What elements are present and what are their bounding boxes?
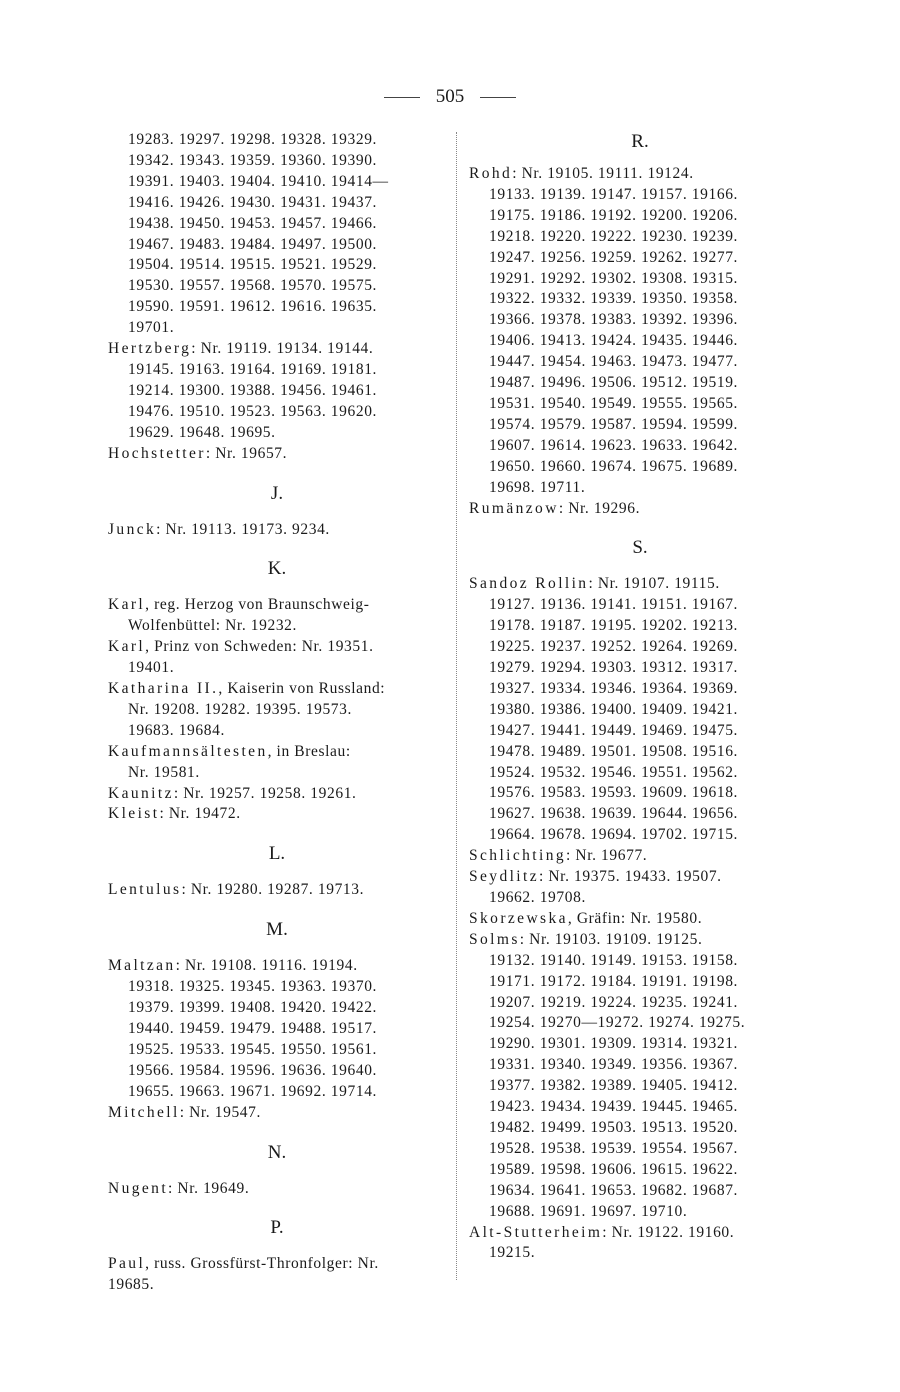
number-line: 19427. 19441. 19449. 19469. 19475. — [489, 721, 739, 739]
entry-rumaenzow — [469, 499, 811, 520]
entry-continuation: 19662. 19708. — [489, 889, 586, 906]
number-line: 19379. 19399. 19408. 19420. 19422. — [128, 999, 378, 1017]
number-line: 19178. 19187. 19195. 19202. 19213. — [489, 617, 739, 635]
entry-text: : Nr. 19472. — [159, 805, 241, 823]
number-line: 19132. 19140. 19149. 19153. 19158. — [489, 951, 739, 969]
entry-name: Karl — [108, 638, 146, 656]
entry-name: Alt-Stutterheim — [469, 1223, 603, 1241]
entry-continuation: Wolfenbüttel: Nr. 19232. — [128, 617, 297, 635]
entry-text: : Nr. 19257. 19258. 19261. — [173, 784, 357, 802]
number-line: 19476. 19510. 19523. 19563. 19620. — [128, 402, 378, 420]
entry-lentulus — [108, 880, 446, 901]
entry-text: : Nr. 19649. — [168, 1179, 250, 1197]
entry-name: Seydlitz — [469, 868, 539, 886]
entry-text: : Nr. 19677. — [566, 847, 648, 865]
number-line: 19467. 19483. 19484. 19497. 19500. — [128, 235, 378, 253]
entry-karl-braunschweig — [108, 595, 446, 637]
number-line: 19366. 19378. 19383. 19392. 19396. — [489, 311, 739, 329]
entry-junck — [108, 520, 446, 541]
entry-schlichting — [469, 846, 811, 867]
entry-text: : Nr. 19296. — [558, 499, 641, 517]
number-line: 19391. 19403. 19404. 19410. 19414— — [128, 172, 389, 190]
entry-name: Sandoz Rollin — [469, 575, 589, 593]
number-line: 19664. 19678. 19694. 19702. 19715. — [489, 826, 739, 844]
entry-text: : Nr. 19113. 19173. 9234. — [156, 520, 330, 538]
number-line: 19380. 19386. 19400. 19409. 19421. — [489, 700, 739, 718]
number-line: 19701. — [128, 319, 175, 337]
entry-text: : Nr. 19280. 19287. 19713. — [181, 881, 365, 899]
entry-kaufmannsaeltesten — [108, 742, 446, 784]
entry-name: Hochstetter — [108, 444, 206, 462]
entry-name: Rumänzow — [469, 499, 559, 517]
number-line: 19629. 19648. 19695. — [128, 423, 276, 441]
number-line: 19145. 19163. 19164. 19169. 19181. — [128, 360, 378, 378]
entry-name: Hertzberg — [108, 340, 192, 358]
left-column — [108, 130, 446, 1296]
entry-text: , russ. Grossfürst-Thronfolger: Nr. — [145, 1255, 379, 1273]
entry-hochstetter — [108, 444, 446, 465]
entry-name: Nugent — [108, 1179, 169, 1197]
section-heading-p: P. — [270, 1217, 284, 1239]
entry-text: , Prinz von Schweden: Nr. 19351. — [145, 638, 374, 656]
entry-kaunitz — [108, 784, 446, 805]
number-line: 19688. 19691. 19697. 19710. — [489, 1202, 688, 1220]
page-number: 505 — [435, 86, 465, 107]
entry-paul — [108, 1254, 446, 1296]
number-line: 19528. 19538. 19539. 19554. 19567. — [489, 1139, 739, 1157]
number-line: 19650. 19660. 19674. 19675. 19689. — [489, 457, 739, 475]
entry-text: : Nr. 19105. 19111. 19124. — [512, 165, 694, 182]
number-line: 19290. 19301. 19309. 19314. 19321. — [489, 1035, 739, 1053]
entry-continuation: Nr. 19581. — [128, 763, 200, 781]
number-line: 19133. 19139. 19147. 19157. 19166. — [489, 185, 739, 203]
number-line: 19283. 19297. 19298. 19328. 19329. — [128, 131, 378, 148]
entry-text: , in Breslau: — [267, 742, 351, 760]
number-line: 19214. 19300. 19388. 19456. 19461. — [128, 381, 378, 399]
entry-name: Schlichting — [469, 847, 567, 865]
number-line: 19218. 19220. 19222. 19230. 19239. — [489, 227, 739, 245]
entry-katharina — [108, 679, 446, 742]
number-line: 19627. 19638. 19639. 19644. 19656. — [489, 805, 739, 823]
number-line: Nr. 19208. 19282. 19395. 19573. — [128, 700, 352, 718]
number-line: 19482. 19499. 19503. 19513. 19520. — [489, 1118, 739, 1136]
number-line: 19416. 19426. 19430. 19431. 19437. — [128, 193, 378, 211]
number-line: 19291. 19292. 19302. 19308. 19315. — [489, 269, 739, 287]
entry-name: Paul — [108, 1255, 146, 1273]
number-line: 19698. 19711. — [489, 478, 586, 496]
number-line: 19574. 19579. 19587. 19594. 19599. — [489, 415, 739, 433]
number-line: 19327. 19334. 19346. 19364. 19369. — [489, 679, 739, 697]
entry-continuation: 19401. — [128, 659, 175, 677]
entry-alt-stutterheim — [469, 1223, 811, 1265]
number-line: 19207. 19219. 19224. 19235. 19241. — [489, 993, 739, 1011]
number-line: 19423. 19434. 19439. 19445. 19465. — [489, 1098, 739, 1116]
entry-seydlitz — [469, 867, 811, 909]
number-line: 19447. 19454. 19463. 19473. 19477. — [489, 353, 739, 371]
number-line: 19406. 19413. 19424. 19435. 19446. — [489, 332, 739, 350]
entry-name: Lentulus — [108, 881, 182, 899]
entry-name: Skorzewska — [469, 909, 568, 927]
number-line: 19342. 19343. 19359. 19360. 19390. — [128, 151, 378, 169]
entry-sandoz-rollin — [469, 574, 811, 846]
entry-hertzberg — [108, 339, 446, 444]
number-line: 19225. 19237. 19252. 19264. 19269. — [489, 638, 739, 656]
section-heading-k: K. — [267, 558, 287, 580]
number-line: 19531. 19540. 19549. 19555. 19565. — [489, 394, 739, 412]
number-line: 19576. 19583. 19593. 19609. 19618. — [489, 784, 739, 802]
entry-text: : Nr. 19375. 19433. 19507. — [539, 868, 722, 886]
section-heading-s: S. — [632, 537, 648, 559]
entry-name: Kaunitz — [108, 784, 174, 802]
entry-nugent — [108, 1179, 446, 1200]
entry-text: : Nr. 19107. 19115. — [588, 575, 720, 593]
right-column — [469, 130, 811, 1264]
number-line: 19590. 19591. 19612. 19616. 19635. — [128, 298, 378, 316]
entry-name: Rohd — [469, 165, 513, 182]
entry-name: Solms — [469, 930, 520, 948]
section-heading-j: J. — [270, 482, 284, 504]
page-number-row — [0, 86, 900, 108]
entry-text: , Gräfin: Nr. 19580. — [567, 909, 703, 927]
entry-continuation: 19215. — [489, 1244, 536, 1262]
number-line: 19331. 19340. 19349. 19356. 19367. — [489, 1056, 739, 1074]
section-heading-m: M. — [266, 919, 288, 941]
entry-text: : Nr. 19122. 19160. — [602, 1223, 735, 1241]
number-line: 19683. 19684. — [128, 721, 225, 739]
entry-name: Maltzan — [108, 957, 176, 975]
entry-rohd — [469, 164, 811, 499]
entry-text: : Nr. 19108. 19116. 19194. — [175, 957, 358, 975]
entry-skorzewska — [469, 909, 811, 930]
number-line: 19525. 19533. 19545. 19550. 19561. — [128, 1040, 378, 1058]
entry-text: : Nr. 19657. — [205, 444, 288, 462]
number-line: 19566. 19584. 19596. 19636. 19640. — [128, 1061, 378, 1079]
left-dash — [384, 97, 420, 98]
number-line: 19279. 19294. 19303. 19312. 19317. — [489, 659, 739, 677]
entry-name: Mitchell — [108, 1103, 180, 1121]
section-heading-r: R. — [631, 131, 649, 152]
entry-text: : Nr. 19547. — [179, 1103, 261, 1121]
entry-solms — [469, 930, 811, 1223]
number-line: 19524. 19532. 19546. 19551. 19562. — [489, 763, 739, 781]
number-line: 19171. 19172. 19184. 19191. 19198. — [489, 972, 739, 990]
number-line: 19175. 19186. 19192. 19200. 19206. — [489, 206, 739, 224]
section-heading-n: N. — [267, 1141, 287, 1163]
number-line: 19634. 19641. 19653. 19682. 19687. — [489, 1181, 739, 1199]
number-line: 19440. 19459. 19479. 19488. 19517. — [128, 1020, 378, 1037]
number-line: 19438. 19450. 19453. 19457. 19466. — [128, 214, 378, 232]
number-line: 19504. 19514. 19515. 19521. 19529. — [128, 256, 378, 274]
entry-text: , reg. Herzog von Braunschweig- — [145, 596, 370, 614]
entry-maltzan — [108, 956, 446, 1102]
entry-karl-schweden — [108, 637, 446, 679]
entry-text: : Nr. 19119. 19134. 19144. — [191, 340, 374, 358]
continued-number-block — [108, 130, 446, 339]
column-divider — [456, 132, 457, 1280]
number-line: 19377. 19382. 19389. 19405. 19412. — [489, 1077, 739, 1095]
number-line: 19655. 19663. 19671. 19692. 19714. — [128, 1082, 378, 1100]
number-line: 19589. 19598. 19606. 19615. 19622. — [489, 1160, 739, 1178]
number-line: 19247. 19256. 19259. 19262. 19277. — [489, 248, 739, 266]
entry-kleist — [108, 804, 446, 825]
entry-continuation: 19685. — [108, 1276, 155, 1294]
entry-text: , Kaiserin von Russland: — [218, 680, 386, 698]
number-line: 19478. 19489. 19501. 19508. 19516. — [489, 742, 739, 760]
entry-mitchell — [108, 1103, 446, 1124]
section-heading-l: L. — [268, 843, 286, 865]
number-line: 19318. 19325. 19345. 19363. 19370. — [128, 978, 378, 996]
number-line: 19322. 19332. 19339. 19350. 19358. — [489, 290, 739, 308]
number-line: 19530. 19557. 19568. 19570. 19575. — [128, 277, 378, 295]
entry-name: Kleist — [108, 805, 160, 823]
entry-name: Junck — [108, 520, 157, 538]
entry-name: Karl — [108, 596, 146, 614]
number-line: 19127. 19136. 19141. 19151. 19167. — [489, 596, 739, 614]
right-dash — [480, 97, 516, 98]
number-line: 19607. 19614. 19623. 19633. 19642. — [489, 436, 739, 454]
number-line: 19254. 19270—19272. 19274. 19275. — [489, 1014, 746, 1032]
number-line: 19487. 19496. 19506. 19512. 19519. — [489, 374, 739, 392]
entry-text: : Nr. 19103. 19109. 19125. — [519, 930, 703, 948]
entry-name: Katharina II. — [108, 680, 219, 698]
entry-name: Kaufmannsältesten — [108, 742, 268, 760]
